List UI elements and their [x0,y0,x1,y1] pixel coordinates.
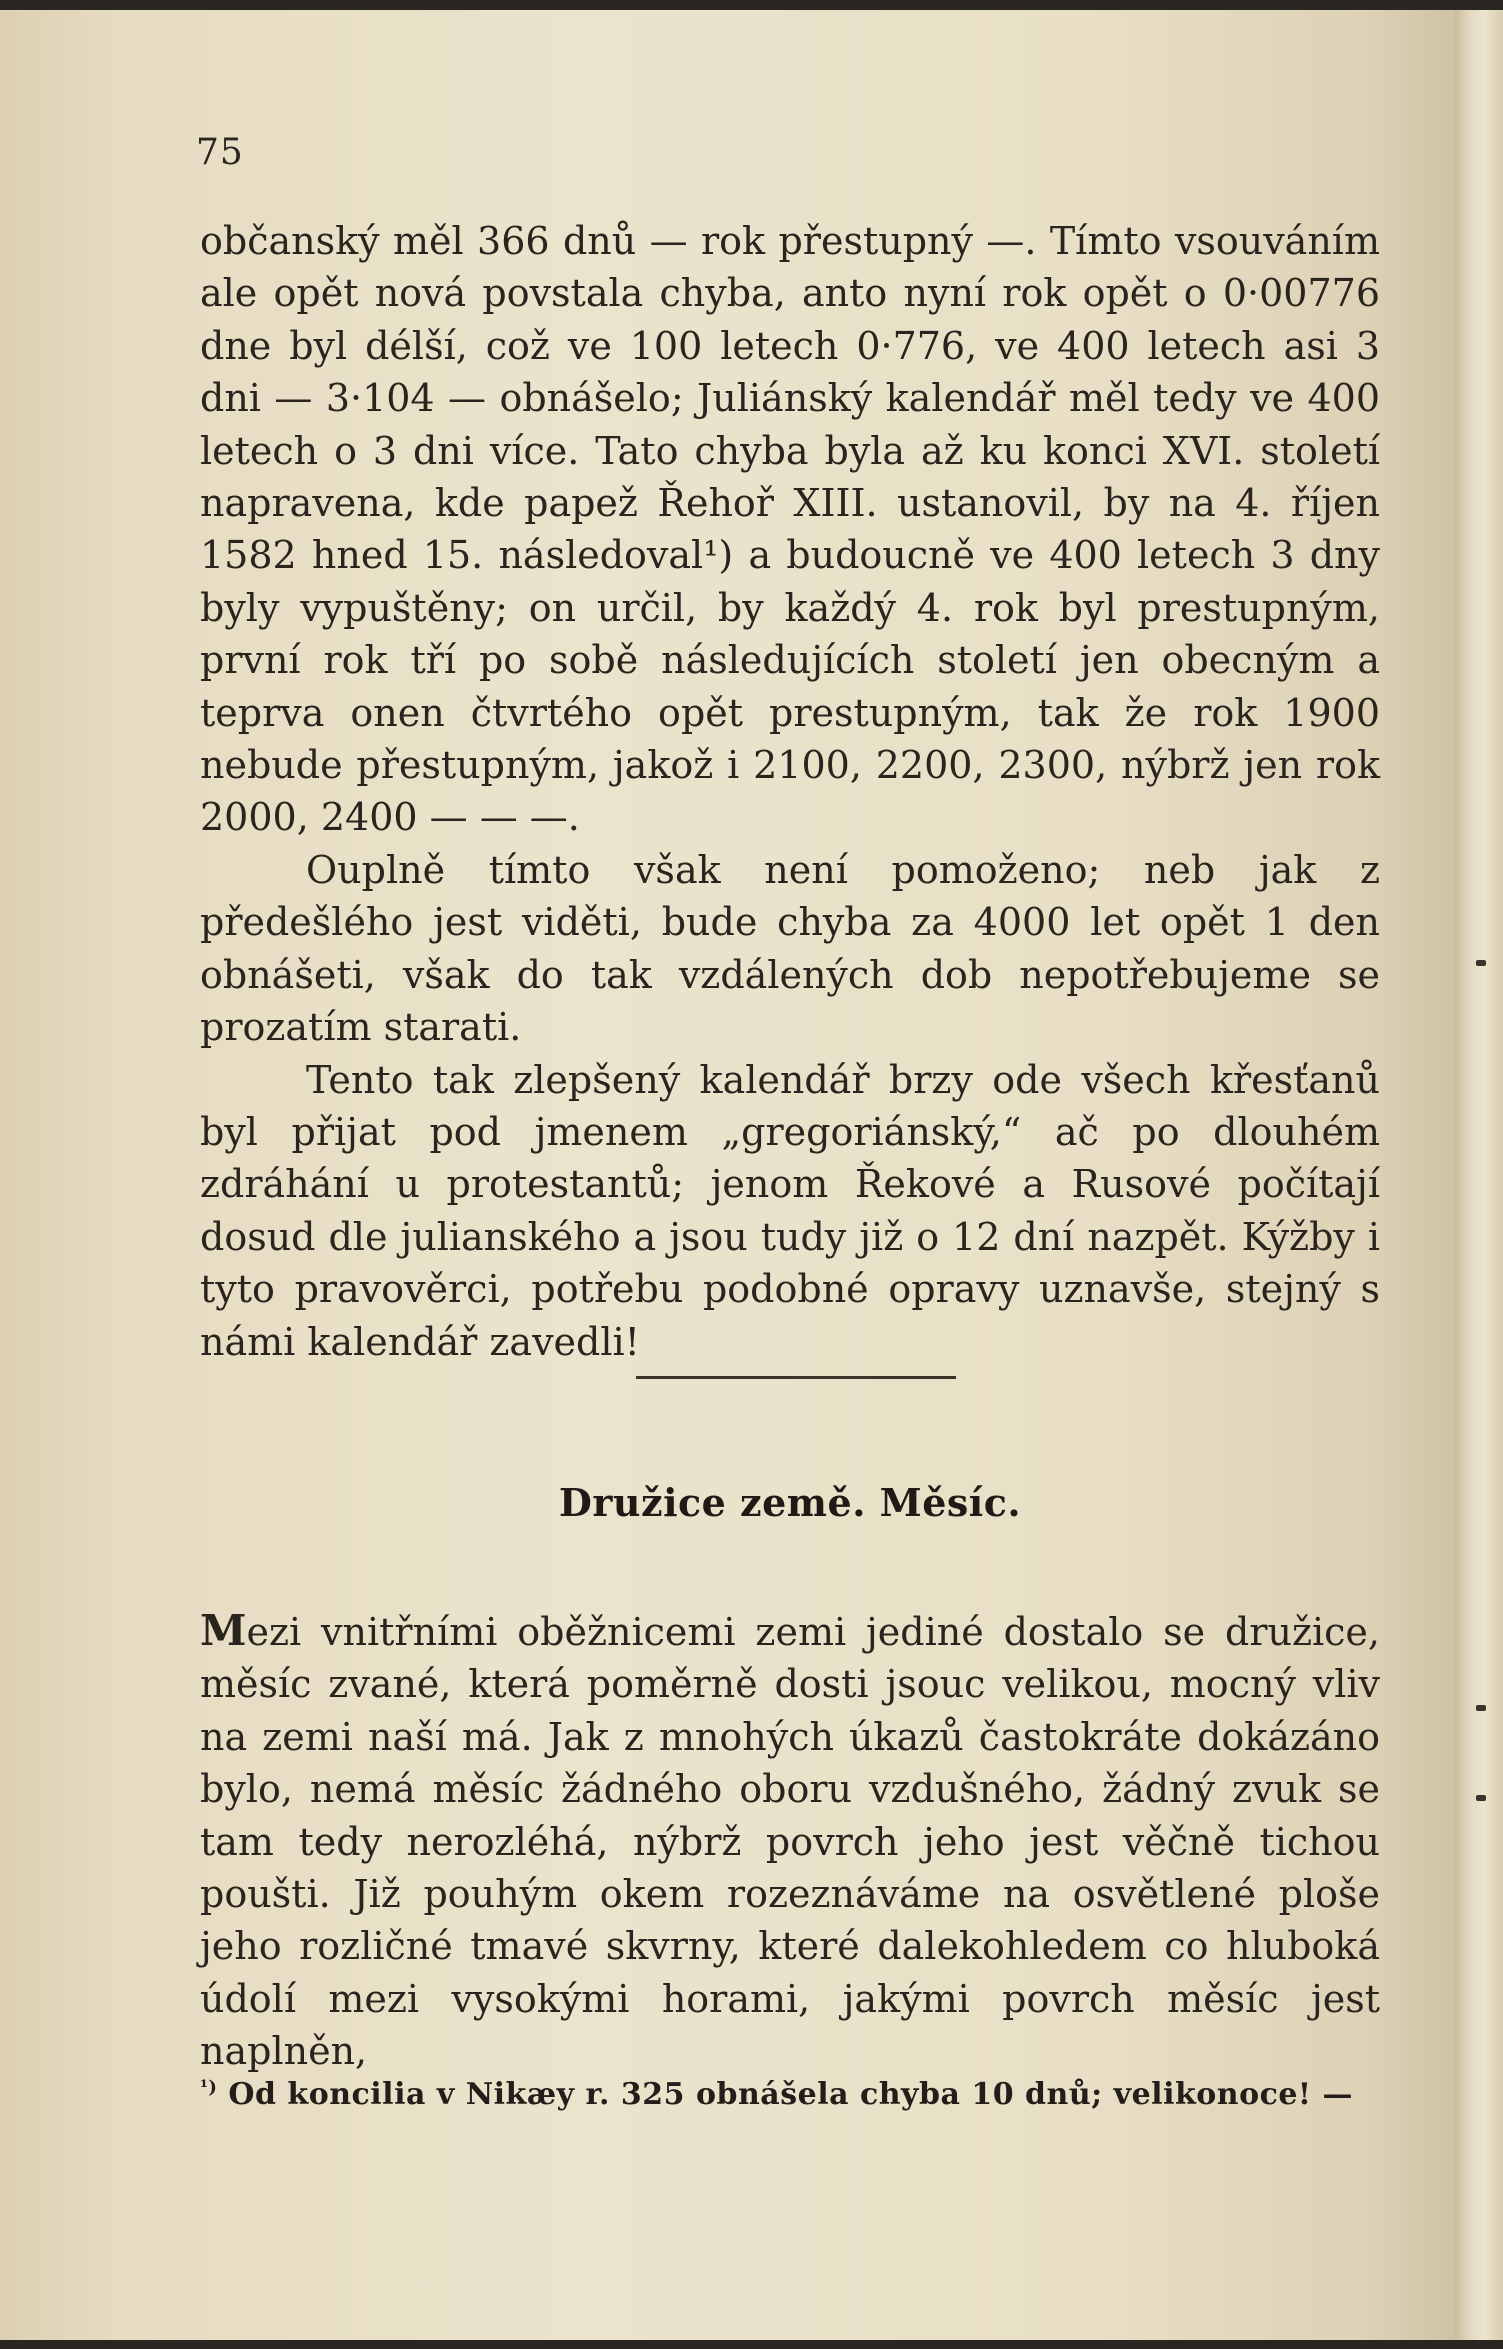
footnote [200,2077,1380,2112]
paragraph-gregorian-adoption: Tento tak zlepšený kalendář brzy ode všech křesťanů byl přijat pod jmenem „gregoriánský,“ ač po dlouhém zdráhání u protestantů; jenom Řekové a Rusové počítají dosud dle julianského a jsou tudy již o 12 dní nazpět. Kýžby i tyto pravověrci, potřebu podobné opravy uznavše, stejný s námi kalendář zavedli! [200,1057,1380,1364]
section-divider [636,1376,956,1379]
margin-mark [1476,1795,1486,1801]
book-page [0,10,1455,2340]
paragraph-remaining-error: Ouplně tímto však není pomoženo; neb jak z předešlého jest viděti, bude chyba za 4000 let opět 1 den obnášeti, však do tak vzdálených dob nepotřebujeme se prozatím starati. [200,847,1380,1050]
paragraph-moon [200,1605,1380,2078]
page-edge [1455,10,1503,2340]
margin-mark [1476,1705,1486,1711]
drop-cap: M [200,1606,247,1655]
section-title: Družice země. Měsíc. [558,1480,1022,1525]
page-number: 75 [196,132,244,173]
body-text-calendar [200,215,1380,1368]
margin-mark [1476,960,1486,966]
footnote-text: Od koncilia v Nikæy r. 325 obnášela chyba 10 dnů; velikonoce! — [228,2077,1354,2112]
paragraph-moon-text: ezi vnitřními oběžnicemi zemi jediné dostalo se družice, měsíc zvané, která poměrně dosti jsouc velikou, mocný vliv na zemi naší má. Jak z mnohých úkazů častokráte dokázáno bylo, nemá měsíc žádného oboru vzdušného, žádný zvuk se tam tedy nerozléhá, nýbrž povrch jeho jest věčně tichou poušti. Již pouhým okem rozeznáváme na osvětlené ploše jeho rozličné tmavé skvrny, které dalekohledem co hluboká údolí mezi vysokými horami, jakými povrch měsíc jest naplněn, [200,1610,1380,2074]
paragraph-julian-calendar: občanský měl 366 dnů — rok přestupný —. Tímto vsouváním ale opět nová povstala chyba, anto nyní rok opět o 0·00776 dne byl délší, což ve 100 letech 0·776, ve 400 letech asi 3 dni — 3·104 — obnášelo; Juliánský kalendář měl tedy ve 400 letech o 3 dni více. Tato chyba byla až ku konci XVI. století napravena, kde papež Řehoř XIII. ustanovil, by na 4. říjen 1582 hned 15. následoval¹) a budoucně ve 400 letech 3 dny byly vypuštěny; on určil, by každý 4. rok byl prestupným, první rok tří po sobě následujících století jen obecným a teprva onen čtvrtého opět prestupným, tak že rok 1900 nebude přestupným, jakož i 2100, 2200, 2300, nýbrž jen rok 2000, 2400 — — —. [200,219,1380,840]
footnote-mark: ¹) [200,2077,218,2098]
body-text-moon [200,1605,1380,2078]
